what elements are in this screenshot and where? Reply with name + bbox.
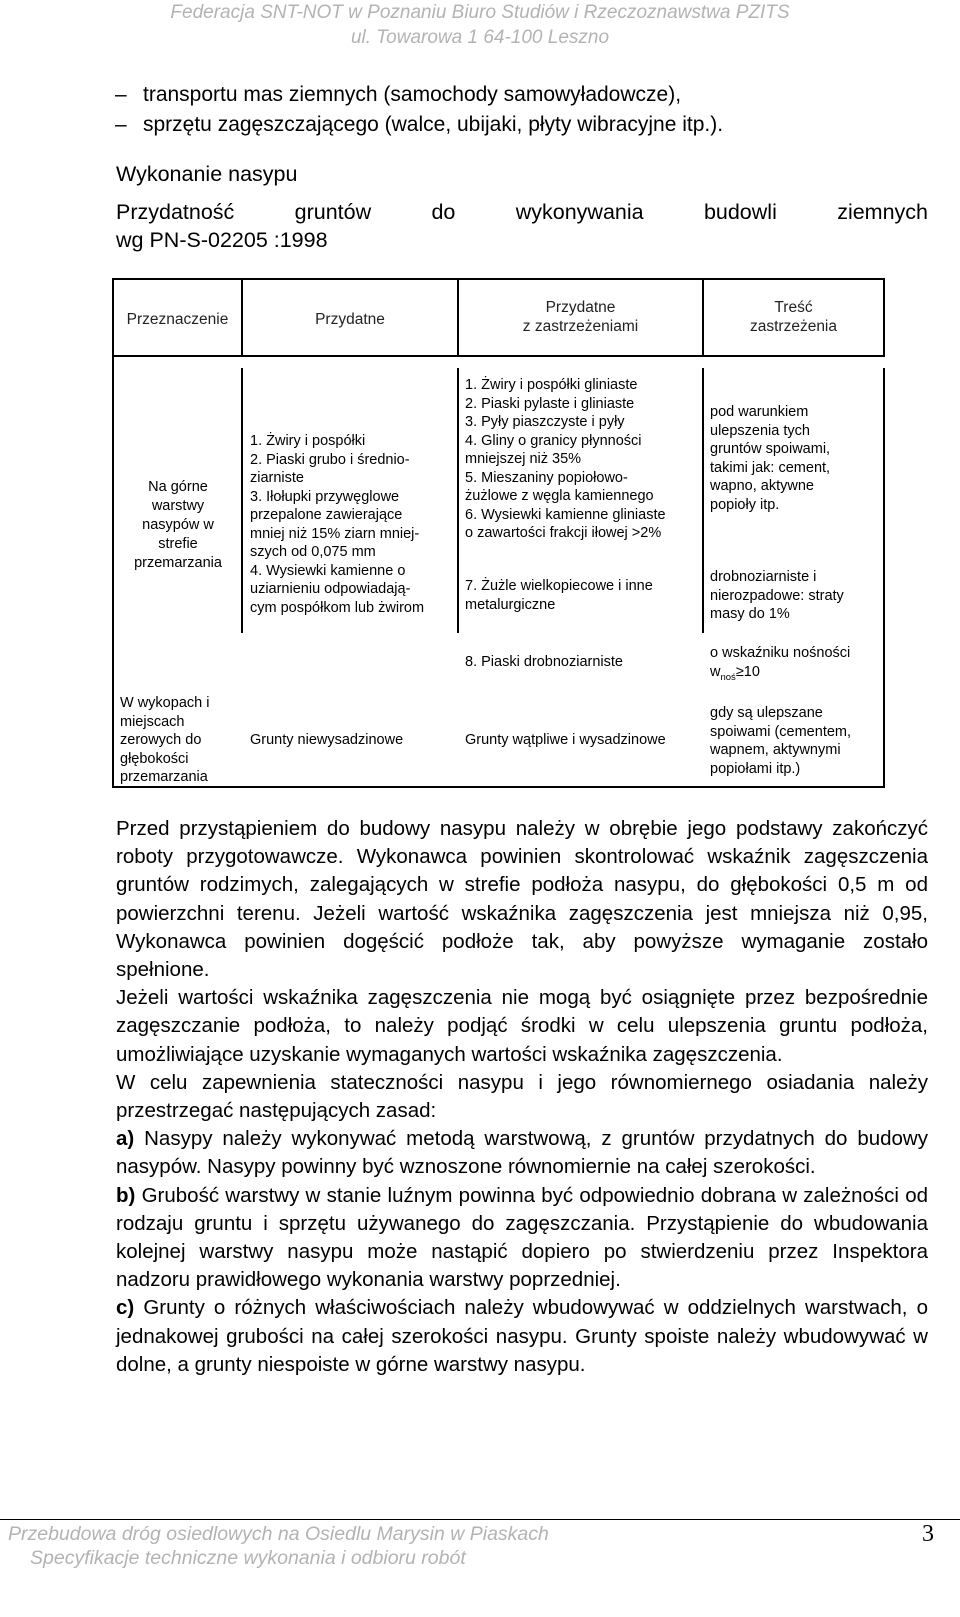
row1-tresc-b: drobnoziarniste i nierozpadowe: straty masy do 1%: [710, 569, 844, 622]
row2-przeznaczenie: W wykopach i miejscach zerowych do głębokości przemarzania: [120, 695, 210, 785]
row1-przeznaczenie: Na górne warstwy nasypów w strefie przemarzania: [134, 479, 222, 571]
rule-b-label: b): [116, 1183, 136, 1207]
row1-tresc-c: o wskaźniku nośności: [710, 645, 851, 661]
row1-tresc-c-formula: $w_{noś}\ge 10$: [710, 664, 760, 683]
header-przydatne-z-zastrzezeniami: Przydatne z zastrzeżeniami: [522, 299, 639, 335]
rule-b: [116, 1182, 928, 1295]
rule-a-text: Nasypy należy wykonywać metodą warstwową, z gruntów przydatnych do budowy nasypów. Nasypy powinny być wznoszone równomiernie na całej szerokości.: [116, 1127, 928, 1179]
rule-c-text: Grunty o różnych właściwościach należy wbudowywać w oddzielnych warstwach, o jednakowej grubości na całej szerokości nasypu. Grunty spoiste należy wbudowywać w dolne, a grunty niespoiste w górne warstwy nasypu.: [116, 1296, 928, 1376]
header-line-2: ul. Towarowa 1 64-100 Leszno: [350, 27, 610, 48]
rule-c-label: c): [116, 1296, 135, 1320]
paragraph: Przed przystąpieniem do budowy nasypu należy w obrębie jego podstawy zakończyć roboty przygotowawcze. Wykonawca powinien skontrolować wskaźnik zagęszczenia gruntów rodzimych, zalegających w strefie podłoża nasypu, do głębokości 0,5 m od powierzchni terenu. Jeżeli wartość wskaźnika zagęszczenia jest mniejsza niż 0,95, Wykonawca powinien dogęścić podłoże tak, aby powyższe wymaganie zostało spełnione.: [116, 817, 928, 982]
list-item: – transportu mas ziemnych (samochody samowyładowcze),: [115, 80, 935, 110]
header-przydatne: Przydatne: [315, 311, 385, 328]
rule-b-text: Grubość warstwy w stanie luźnym powinna być odpowiednio dobrana w zależności od rodzaju gruntu i sprzętu używanego do zagęszczania. Przystąpienie do wbudowania kolejnej warstwy nasypu może nastąpić dopiero po stwierdzeniu przez Inspektora nadzoru prawidłowego wykonania warstwy poprzedniej.: [116, 1183, 928, 1292]
body-text: [116, 815, 928, 1379]
page-header: [0, 0, 960, 50]
paragraph: W celu zapewnienia stateczności nasypu i jego równomiernego osiadania należy przestrzegać następujących zasad:: [116, 1070, 928, 1123]
rule-a-label: a): [116, 1127, 135, 1151]
page-number: 3: [922, 1521, 934, 1547]
paragraph: Jeżeli wartości wskaźnika zagęszczenia nie mogą być osiągnięte przez bezpośrednie zagęszczanie podłoża, to należy podjąć środki w celu ulepszenia gruntu podłoża, umożliwiające uzyskanie wymaganych wartości wskaźnika zagęszczenia.: [116, 986, 928, 1066]
list-item: – sprzętu zagęszczającego (walce, ubijaki, płyty wibracyjne itp.).: [115, 110, 935, 140]
row1-przydatne: 1. Żwiry i pospółki 2. Piaski grubo i średnio- ziarniste 3. Iłołupki przywęglowe przepalone zawierające mniej niż 15% ziarn mniej- szych od 0,075 mm 4. Wysiewki kamienne o uziarnieniu odpowiadają- cym pospółkom lub żwirom: [250, 433, 425, 616]
table-title-line-1: Przydatność gruntów do wykonywania budowli ziemnych: [116, 200, 928, 224]
equipment-list: [115, 80, 935, 140]
row1-przydatne-z-zastrzezeniami-b: 7. Żużle wielkopiecowe i inne metalurgiczne: [465, 578, 653, 613]
row1-przydatne-z-zastrzezeniami-a: 1. Żwiry i pospółki gliniaste 2. Piaski pylaste i gliniaste 3. Pyły piaszczyste i pyły 4. Gliny o granicy płynności mniejszej niż 35% 5. Mieszaniny popiołowo- żużlowe z węgla kamiennego 6. Wysiewki kamienne gliniaste o zawartości frakcji iłowej >2%: [465, 377, 666, 541]
footer-line-1: Przebudowa dróg osiedlowych na Osiedlu Marysin w Piaskach: [8, 1523, 549, 1545]
footer-divider: [0, 1519, 960, 1520]
row1-przydatne-z-zastrzezeniami-c: 8. Piaski drobnoziarniste: [465, 654, 623, 670]
section-title: Wykonanie nasypu: [116, 162, 298, 186]
row2-przydatne-z-zastrzezeniami: Grunty wątpliwe i wysadzinowe: [465, 732, 666, 748]
row1-tresc-a: pod warunkiem ulepszenia tych gruntów spoiwami, takimi jak: cement, wapno, aktywne popioły itp.: [710, 404, 831, 513]
rule-c: [116, 1294, 928, 1379]
table-title-line-2: wg PN-S-02205 :1998: [116, 228, 328, 252]
header-przeznaczenie: Przeznaczenie: [126, 311, 229, 328]
header-line-1: Federacja SNT-NOT w Poznaniu Biuro Studiów i Rzeczoznawstwa PZITS: [170, 2, 790, 23]
header-tresc-zastrzezenia: Treść zastrzeżenia: [749, 299, 837, 335]
footer-line-2: Specyfikacje techniczne wykonania i odbioru robót: [30, 1547, 466, 1569]
row2-tresc: gdy są ulepszane spoiwami (cementem, wapnem, aktywnymi popiołami itp.): [710, 705, 852, 777]
row2-przydatne: Grunty niewysadzinowe: [250, 732, 404, 748]
rule-a: [116, 1125, 928, 1181]
